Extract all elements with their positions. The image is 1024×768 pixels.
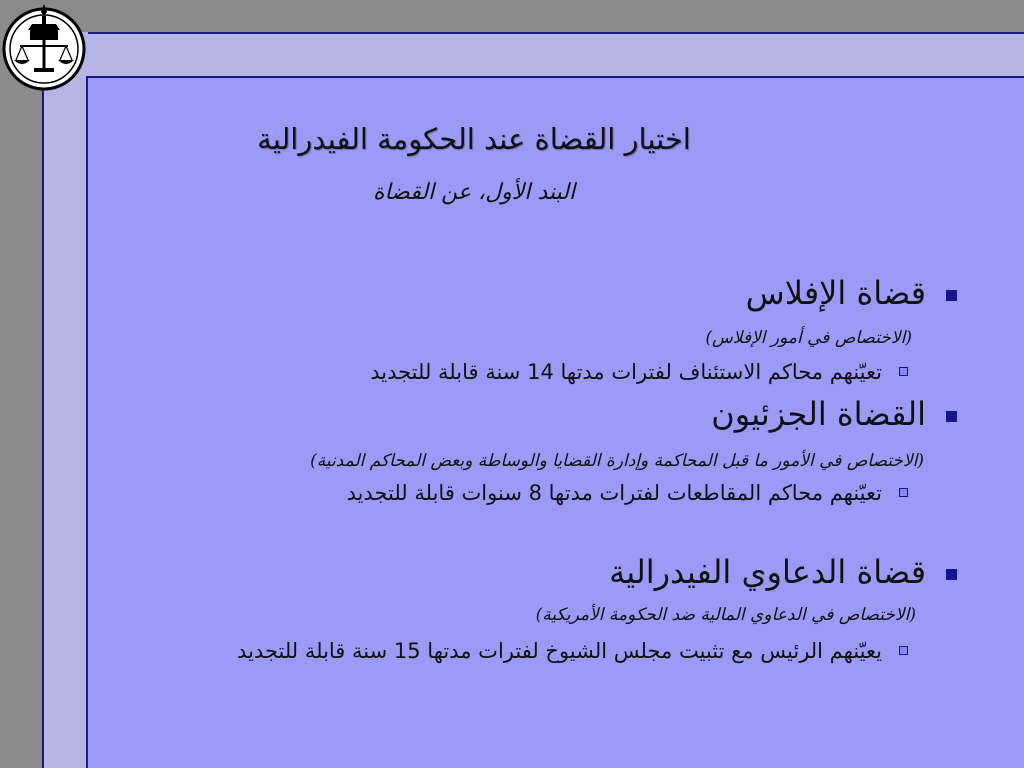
section-note-magistrate: (الاختصاص في الأمور ما قبل المحاكمة وإدارة القضايا والوساطة وبعض المحاكم المدنية)	[310, 451, 924, 471]
bullet-square-icon	[946, 411, 957, 422]
bullet-square-icon	[946, 569, 957, 580]
section-item-federal-claims: يعيّنهم الرئيس مع تثبيت مجلس الشيوخ لفترات مدتها 15 سنة قابلة للتجديد	[237, 639, 882, 663]
slide-subtitle: البند الأول، عن القضاة	[372, 180, 576, 205]
slide-title: اختيار القضاة عند الحكومة الفيدرالية	[257, 122, 691, 156]
bullet-small-square-icon	[899, 488, 908, 497]
bullet-square-icon	[946, 290, 957, 301]
scales-of-justice-icon	[2, 2, 86, 92]
section-note-bankruptcy: (الاختصاص في أمور الإفلاس)	[705, 328, 912, 348]
section-note-federal-claims: (الاختصاص في الدعاوي المالية ضد الحكومة الأمريكية)	[535, 605, 916, 625]
bullet-small-square-icon	[899, 646, 908, 655]
top-frame	[0, 0, 1024, 32]
section-heading-bankruptcy: قضاة الإفلاس	[745, 274, 926, 312]
section-item-bankruptcy: تعيّنهم محاكم الاستئناف لفترات مدتها 14 سنة قابلة للتجديد	[370, 360, 882, 384]
section-item-magistrate: تعيّنهم محاكم المقاطعات لفترات مدتها 8 سنوات قابلة للتجديد	[346, 481, 882, 505]
bullet-small-square-icon	[899, 367, 908, 376]
logo	[2, 2, 86, 92]
left-band	[42, 32, 88, 768]
top-band	[42, 32, 1024, 78]
section-heading-magistrate: القضاة الجزئيون	[711, 395, 926, 433]
section-heading-federal-claims: قضاة الدعاوي الفيدرالية	[609, 553, 926, 591]
